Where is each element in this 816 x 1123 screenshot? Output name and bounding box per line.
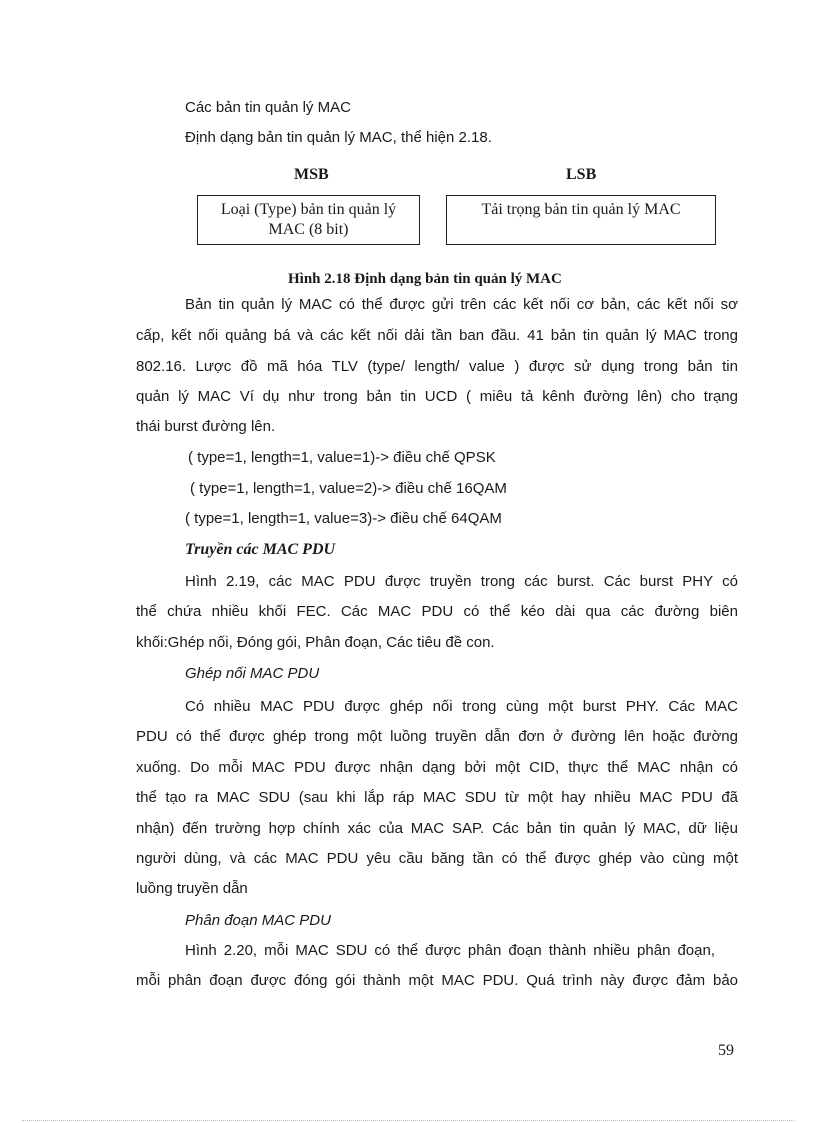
- payload-field-label: Tải trọng bản tin quản lý MAC: [481, 201, 681, 218]
- text-line: Định dạng bản tin quản lý MAC, thể hiện 2.18.: [185, 129, 492, 146]
- lsb-label: LSB: [566, 166, 597, 183]
- text-line: Bản tin quản lý MAC có thể được gửi trên các kết nối cơ bản, các kết nối sơ: [185, 296, 738, 313]
- subsection-heading: Phân đoạn MAC PDU: [185, 912, 331, 929]
- text-line: Hình 2.19, các MAC PDU được truyền trong các burst. Các burst PHY có: [185, 573, 738, 590]
- text-line: PDU có thể được ghép trong một luồng truyền dẫn đơn ở đường lên hoặc đường: [136, 728, 738, 745]
- tlv-example-qpsk: ( type=1, length=1, value=1)-> điều chế QPSK: [188, 449, 496, 466]
- text-line: thái burst đường lên.: [136, 418, 276, 435]
- msb-label: MSB: [294, 166, 329, 183]
- text-line: người dùng, và các MAC PDU yêu cầu băng tần có thể được ghép vào cùng một: [136, 850, 738, 867]
- text-line: xuống. Do mỗi MAC PDU được nhận dạng bởi một CID, thực thể MAC nhận có: [136, 759, 738, 776]
- text-line: mỗi phân đoạn được đóng gói thành một MAC PDU. Quá trình này được đảm bảo: [136, 972, 738, 989]
- subsection-heading: Ghép nối MAC PDU: [185, 665, 320, 682]
- tlv-example-64qam: ( type=1, length=1, value=3)-> điều chế 64QAM: [185, 510, 502, 527]
- text-line: cấp, kết nối quảng bá và các kết nối dải tần ban đầu. 41 bản tin quản lý MAC trong: [136, 327, 738, 344]
- section-heading: Truyền các MAC PDU: [185, 541, 336, 558]
- text-line: Hình 2.20, mỗi MAC SDU có thể được phân đoạn thành nhiều phân đoạn,: [185, 942, 715, 959]
- type-field-label-line1: Loại (Type) bản tin quản lý: [220, 201, 397, 218]
- text-line: luồng truyền dẫn: [136, 880, 248, 897]
- payload-field-box: [446, 195, 716, 245]
- page-bottom-divider: [22, 1120, 794, 1121]
- figure-caption: Hình 2.18 Định dạng bản tin quản lý MAC: [288, 271, 562, 287]
- text-line: khối:Ghép nối, Đóng gói, Phân đoạn, Các tiêu đề con.: [136, 634, 495, 651]
- text-line: thể chứa nhiều khối FEC. Các MAC PDU có thể kéo dài qua các đường biên: [136, 603, 738, 620]
- text-line: Các bản tin quản lý MAC: [185, 99, 351, 116]
- text-line: Có nhiều MAC PDU được ghép nối trong cùng một burst PHY. Các MAC: [185, 698, 738, 715]
- page-number: 59: [718, 1042, 734, 1059]
- type-field-box: [197, 195, 420, 245]
- type-field-label-line2: MAC (8 bit): [268, 221, 349, 238]
- text-line: thể tạo ra MAC SDU (sau khi lắp ráp MAC SDU từ một hay nhiều MAC PDU đã: [136, 789, 738, 806]
- text-line: 802.16. Lược đồ mã hóa TLV (type/ length/ value ) được sử dụng trong bản tin: [136, 358, 738, 375]
- text-line: nhận) đến trường hợp chính xác của MAC SAP. Các bản tin quản lý MAC, dữ liệu: [136, 820, 738, 837]
- text-line: quản lý MAC Ví dụ như trong bản tin UCD ( miêu tả kênh đường lên) cho trạng: [136, 388, 738, 405]
- tlv-example-16qam: ( type=1, length=1, value=2)-> điều chế 16QAM: [190, 480, 507, 497]
